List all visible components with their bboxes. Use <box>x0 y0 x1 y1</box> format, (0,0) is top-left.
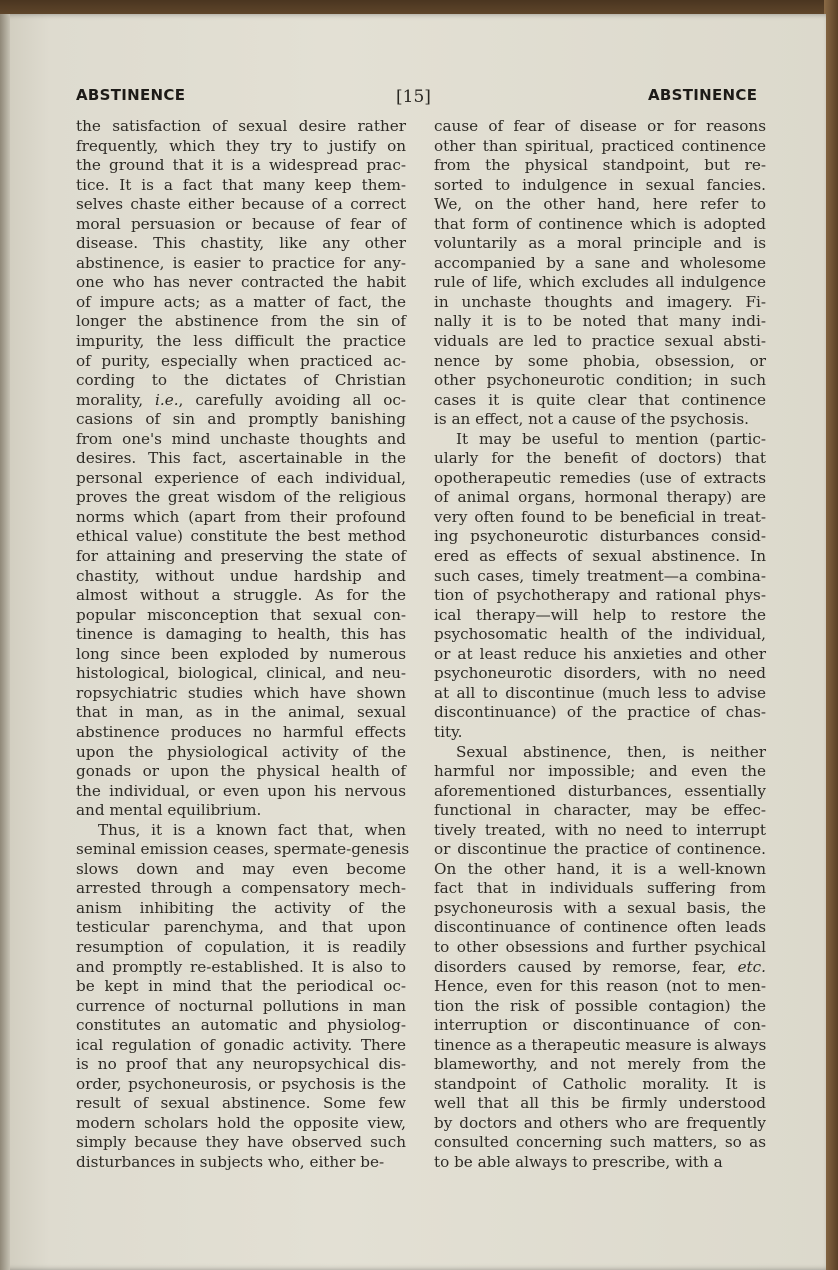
text-line: consulted concerning such matters, so as <box>434 1133 766 1152</box>
text-line: very often found to be beneficial in treat- <box>434 507 766 526</box>
text-line: or at least reduce his anxieties and other <box>434 644 766 663</box>
text-line: chastity, without undue hardship and <box>76 566 406 585</box>
text-line: testicular parenchyma, and that upon <box>76 918 406 937</box>
text-line: gonads or upon the physical health of <box>76 762 406 781</box>
running-head-left: ABSTINENCE <box>76 86 186 104</box>
text-line: cases it is quite clear that continence <box>434 390 766 409</box>
text-line: We, on the other hand, here refer to <box>434 195 766 214</box>
text-line: On the other hand, it is a well-known <box>434 859 766 878</box>
text-line: to other obsessions and further psychical <box>434 937 766 956</box>
text-line: and promptly re-established. It is also to <box>76 957 406 976</box>
text-line: disorders caused by remorse, fear, etc. <box>434 957 766 976</box>
text-line: modern scholars hold the opposite view, <box>76 1113 406 1132</box>
text-line: from the physical standpoint, but re- <box>434 156 766 175</box>
text-line: fact that in individuals suffering from <box>434 879 766 898</box>
text-line: cause of fear of disease or for reasons <box>434 117 766 135</box>
text-line: nally it is to be noted that many indi- <box>434 312 766 331</box>
text-line: of impure acts; as a matter of fact, the <box>76 292 406 311</box>
text-line: that form of continence which is adopted <box>434 214 766 233</box>
text-line: Hence, even for this reason (not to men- <box>434 977 766 996</box>
text-line: morality, i.e., carefully avoiding all oc- <box>76 390 406 409</box>
text-line: one who has never contracted the habit <box>76 273 406 292</box>
running-head-right: ABSTINENCE <box>648 86 758 104</box>
text-line: is an effect, not a cause of the psychosis. <box>434 410 749 429</box>
text-line: ethical value) constitute the best method <box>76 527 406 546</box>
text-line: in unchaste thoughts and imagery. Fi- <box>434 292 766 311</box>
text-line: tively treated, with no need to interrupt <box>434 820 766 839</box>
text-line: accompanied by a sane and wholesome <box>434 253 766 272</box>
text-line: abstinence, is easier to practice for any- <box>76 253 406 272</box>
text-line: slows down and may even become <box>76 859 406 878</box>
text-line: voluntarily as a moral principle and is <box>434 234 766 253</box>
text-line: arrested through a compensatory mech- <box>76 879 406 898</box>
text-line: harmful nor impossible; and even the <box>434 762 766 781</box>
text-line: selves chaste either because of a correct <box>76 195 406 214</box>
text-line: discontinuance of continence often leads <box>434 918 766 937</box>
text-line: other than spiritual, practiced continence <box>434 136 766 155</box>
text-line: ered as effects of sexual abstinence. In <box>434 547 766 566</box>
text-line: It may be useful to mention (partic- <box>456 429 766 448</box>
right-text-column <box>434 117 766 1173</box>
text-line: order, psychoneurosis, or psychosis is the <box>76 1074 406 1093</box>
text-line: and mental equilibrium. <box>76 801 262 820</box>
text-line: sorted to indulgence in sexual fancies. <box>434 175 766 194</box>
text-line: frequently, which they try to justify on <box>76 136 406 155</box>
book-binding-shadow <box>0 14 10 1270</box>
text-line: almost without a struggle. As for the <box>76 586 406 605</box>
text-line: disease. This chastity, like any other <box>76 234 406 253</box>
text-line: psychoneurosis with a sexual basis, the <box>434 898 766 917</box>
text-line: ropsychiatric studies which have shown <box>76 683 406 702</box>
text-line: tice. It is a fact that many keep them- <box>76 175 406 194</box>
text-line: viduals are led to practice sexual absti- <box>434 332 766 351</box>
text-line: to be able always to prescribe, with a <box>434 1152 723 1171</box>
text-line: of animal organs, hormonal therapy) are <box>434 488 766 507</box>
text-line: simply because they have observed such <box>76 1133 406 1152</box>
text-line: the satisfaction of sexual desire rather <box>76 117 406 135</box>
text-line: such cases, timely treatment—a combina- <box>434 566 766 585</box>
text-line: result of sexual abstinence. Some few <box>76 1094 406 1113</box>
text-line: tinence is damaging to health, this has <box>76 625 406 644</box>
text-line: of purity, especially when practiced ac- <box>76 351 406 370</box>
text-line: interruption or discontinuance of con- <box>434 1016 766 1035</box>
left-text-column <box>76 117 410 1173</box>
text-line: psychosomatic health of the individual, <box>434 625 766 644</box>
text-line: norms which (apart from their profound <box>76 507 406 526</box>
text-line: be kept in mind that the periodical oc- <box>76 977 406 996</box>
text-line: by doctors and others who are frequently <box>434 1113 766 1132</box>
text-line: constitutes an automatic and physiolog- <box>76 1016 406 1035</box>
text-line: nence by some phobia, obsession, or <box>434 351 766 370</box>
text-line: histological, biological, clinical, and neu- <box>76 664 406 683</box>
text-line: from one's mind unchaste thoughts and <box>76 429 406 448</box>
text-line: anism inhibiting the activity of the <box>76 898 406 917</box>
text-line: cording to the dictates of Christian <box>76 371 406 390</box>
text-line: long since been exploded by numerous <box>76 644 406 663</box>
text-line: longer the abstinence from the sin of <box>76 312 406 331</box>
text-line: other psychoneurotic condition; in such <box>434 371 766 390</box>
text-line: ical regulation of gonadic activity. There <box>76 1035 406 1054</box>
text-line: casions of sin and promptly banishing <box>76 410 406 429</box>
text-line: ularly for the benefit of doctors) that <box>434 449 766 468</box>
text-line: or discontinue the practice of continence. <box>434 840 766 859</box>
text-line: upon the physiological activity of the <box>76 742 406 761</box>
text-line: proves the great wisdom of the religious <box>76 488 406 507</box>
text-line: blameworthy, and not merely from the <box>434 1055 766 1074</box>
text-line: is no proof that any neuropsychical dis- <box>76 1055 406 1074</box>
wooden-table-edge <box>824 0 838 1270</box>
page-number: [15] <box>396 87 431 107</box>
text-line: Sexual abstinence, then, is neither <box>456 742 766 761</box>
text-line: opotherapeutic remedies (use of extracts <box>434 468 766 487</box>
text-line: tion the risk of possible contagion) the <box>434 996 766 1015</box>
text-line: impurity, the less difficult the practice <box>76 332 406 351</box>
text-line: the ground that it is a widespread prac- <box>76 156 406 175</box>
text-line: seminal emission ceases, spermate-genesis <box>76 840 410 859</box>
text-line: personal experience of each individual, <box>76 468 406 487</box>
text-line: the individual, or even upon his nervous <box>76 781 406 800</box>
text-line: popular misconception that sexual con- <box>76 605 406 624</box>
text-line: tion of psychotherapy and rational phys- <box>434 586 766 605</box>
text-line: functional in character, may be effec- <box>434 801 766 820</box>
text-line: tity. <box>434 722 463 741</box>
text-line: abstinence produces no harmful effects <box>76 722 406 741</box>
text-line: desires. This fact, ascertainable in the <box>76 449 406 468</box>
text-line: ing psychoneurotic disturbances consid- <box>434 527 766 546</box>
text-line: moral persuasion or because of fear of <box>76 214 406 233</box>
text-line: standpoint of Catholic morality. It is <box>434 1074 766 1093</box>
text-line: well that all this be firmly understood <box>434 1094 766 1113</box>
text-line: tinence as a therapeutic measure is always <box>434 1035 767 1054</box>
text-line: rule of life, which excludes all indulgence <box>434 273 766 292</box>
text-line: that in man, as in the animal, sexual <box>76 703 406 722</box>
text-line: resumption of copulation, it is readily <box>76 937 406 956</box>
text-line: discontinuance) of the practice of chas- <box>434 703 766 722</box>
text-line: Thus, it is a known fact that, when <box>98 820 406 839</box>
text-line: psychoneurotic disorders, with no need <box>434 664 766 683</box>
text-line: ical therapy—will help to restore the <box>434 605 766 624</box>
text-line: aforementioned disturbances, essentially <box>434 781 766 800</box>
text-line: currence of nocturnal pollutions in man <box>76 996 406 1015</box>
text-line: for attaining and preserving the state of <box>76 547 406 566</box>
text-line: disturbances in subjects who, either be- <box>76 1152 385 1171</box>
text-line: at all to discontinue (much less to advise <box>434 683 766 702</box>
